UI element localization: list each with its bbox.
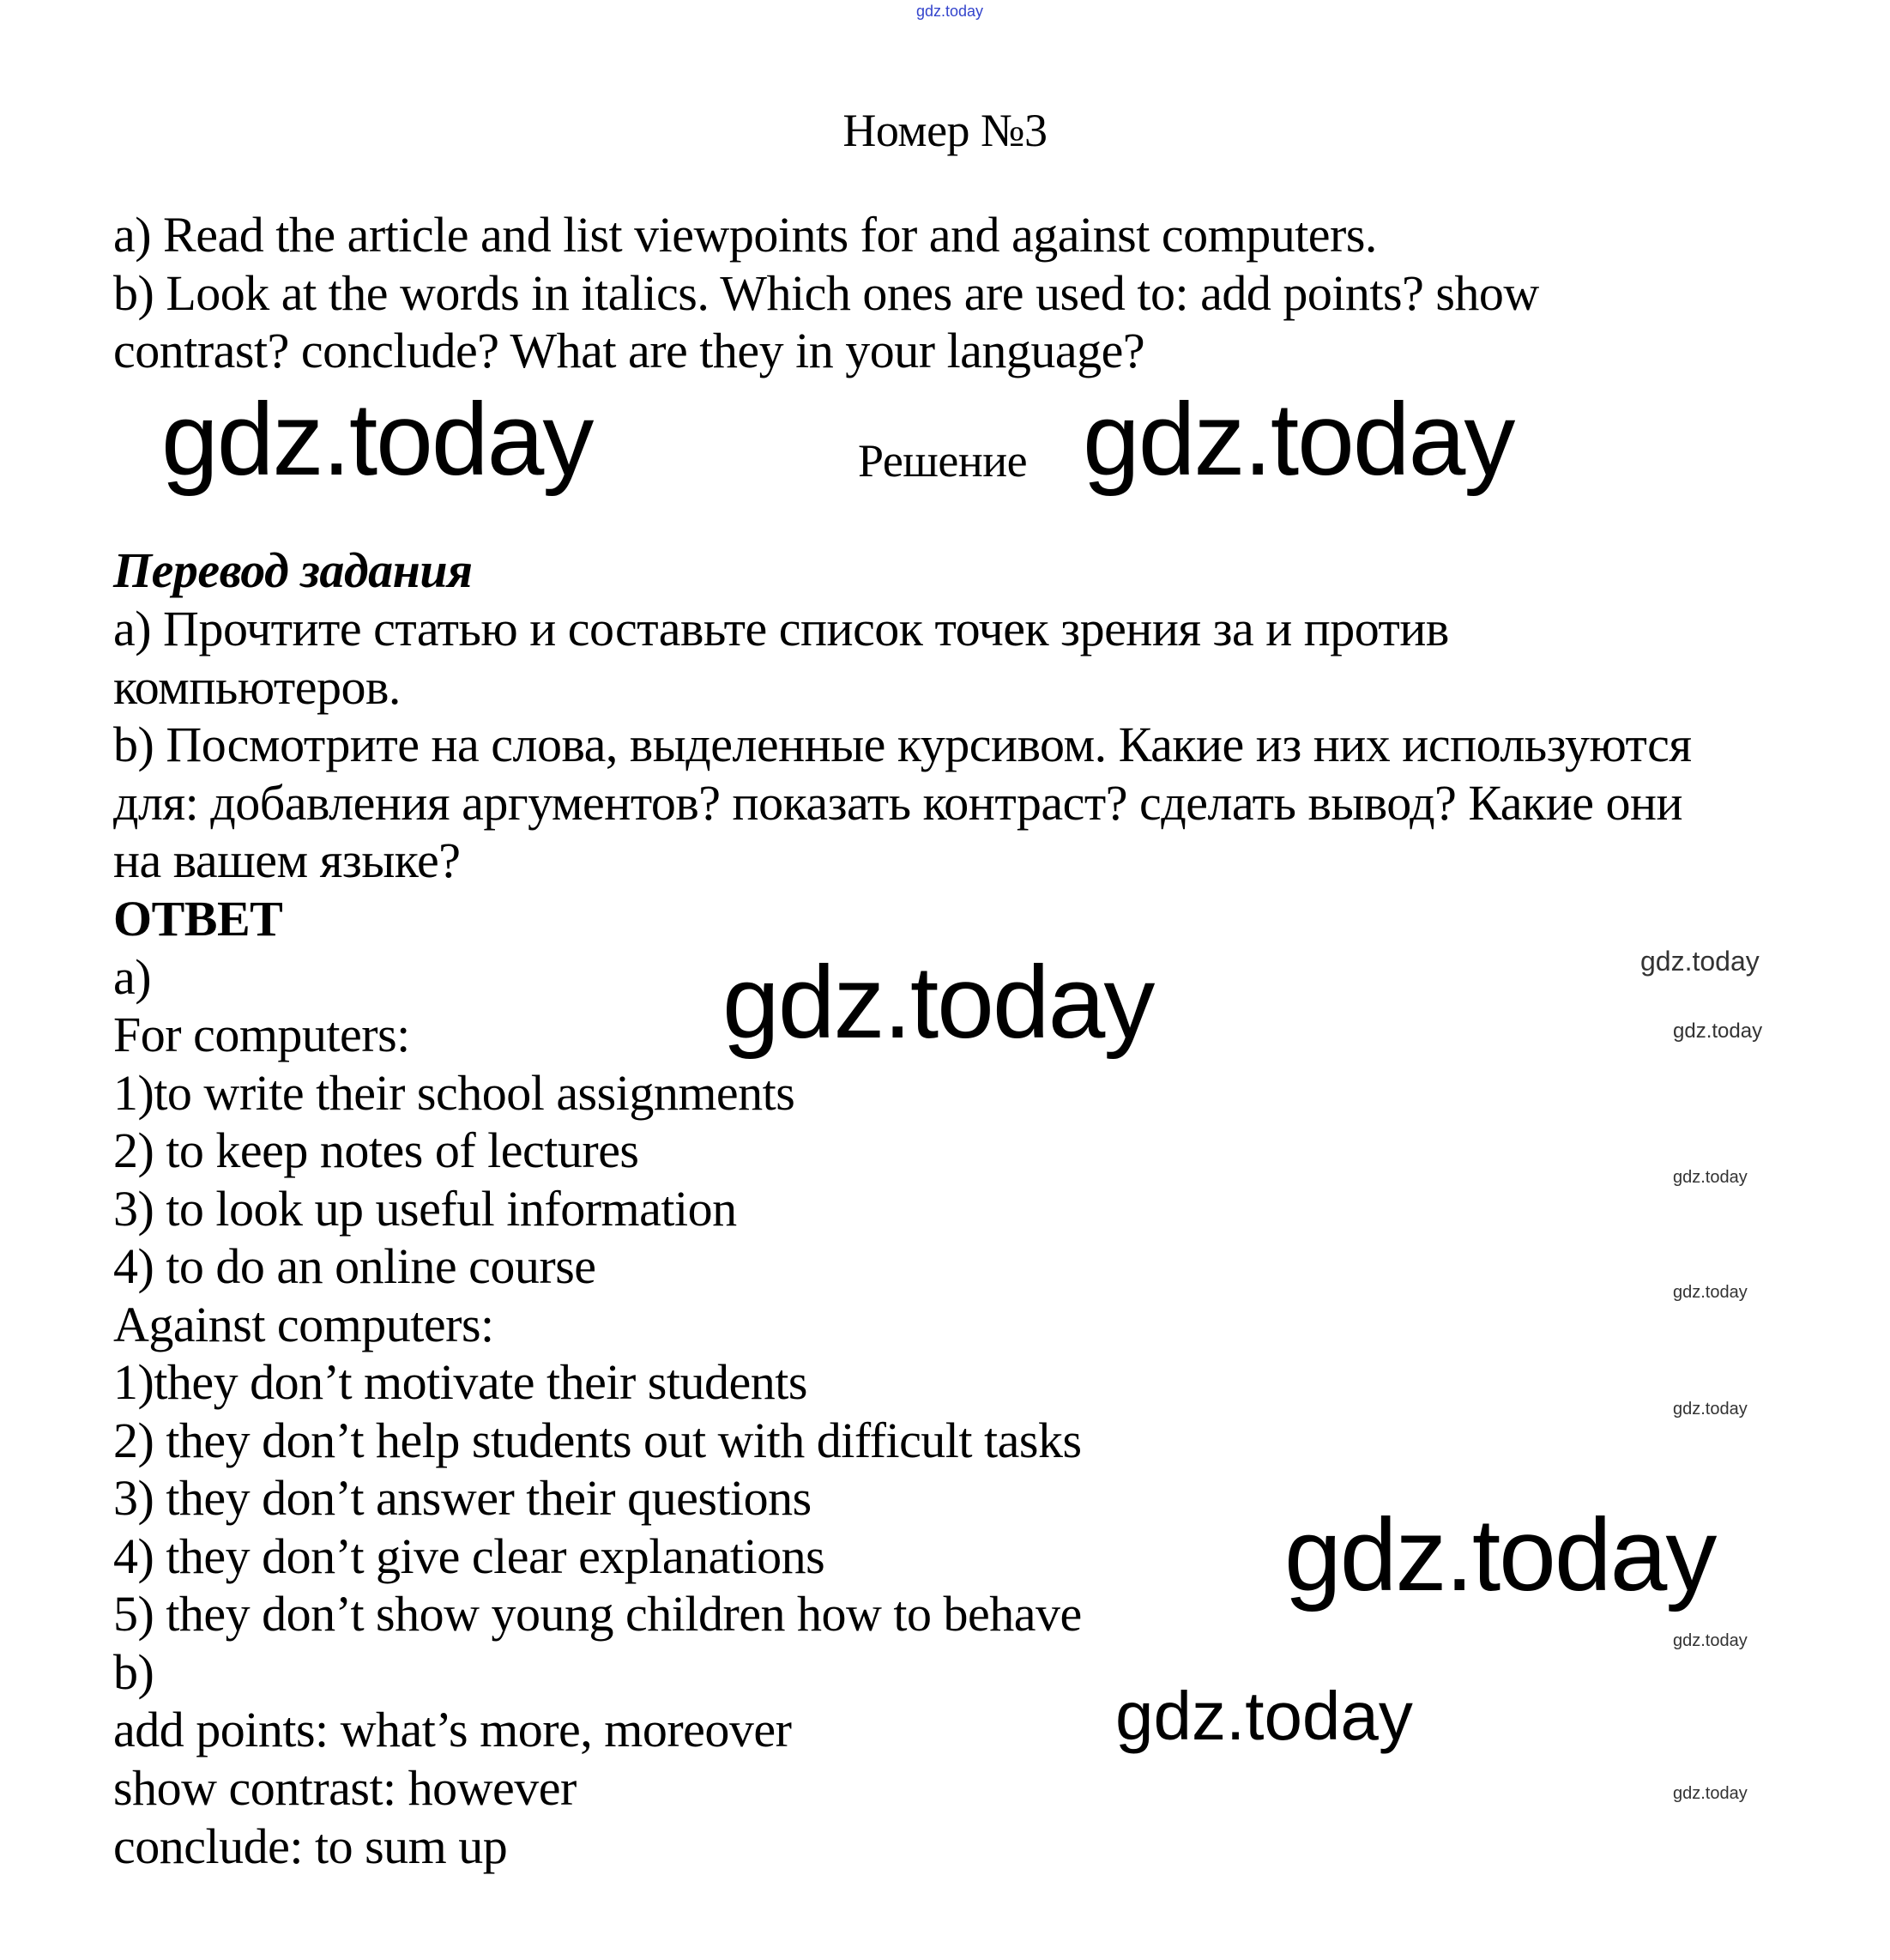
b-item: add points: what’s more, moreover <box>113 1702 792 1757</box>
watermark-small: gdz.today <box>1673 1019 1763 1043</box>
for-item: 3) to look up useful information <box>113 1181 737 1237</box>
against-heading: Against computers: <box>113 1297 494 1352</box>
b-item: conclude: to sum up <box>113 1818 508 1874</box>
against-item: 4) they don’t give clear explanations <box>113 1528 825 1584</box>
solution-label: Решение <box>858 435 1028 487</box>
answer-heading: ОТВЕТ <box>113 891 283 947</box>
answer-b-label: b) <box>113 1644 154 1700</box>
for-item: 4) to do an online course <box>113 1238 596 1294</box>
watermark-small: gdz.today <box>1673 1631 1748 1650</box>
watermark-small: gdz.today <box>1673 1400 1748 1419</box>
against-item: 3) they don’t answer their questions <box>113 1470 812 1526</box>
translation-line: b) Посмотрите на слова, выделенные курсивом. Какие из них используются <box>113 717 1692 772</box>
watermark-small: gdz.today <box>1640 946 1760 977</box>
translation-line: компьютеров. <box>113 659 401 715</box>
translation-line: на вашем языке? <box>113 832 461 888</box>
watermark-medium: gdz.today <box>1115 1678 1413 1754</box>
top-watermark: gdz.today <box>916 3 984 20</box>
against-item: 2) they don’t help students out with difficult tasks <box>113 1413 1082 1468</box>
watermark-small: gdz.today <box>1673 1168 1748 1187</box>
against-item: 5) they don’t show young children how to behave <box>113 1586 1082 1642</box>
watermark-small: gdz.today <box>1673 1784 1748 1803</box>
translation-line: а) Прочтите статью и составьте список точек зрения за и против <box>113 601 1449 656</box>
watermark-large: gdz.today <box>722 945 1154 1060</box>
for-heading: For computers: <box>113 1007 410 1062</box>
against-item: 1)they don’t motivate their students <box>113 1354 807 1410</box>
page-title: Номер №3 <box>842 105 1048 156</box>
task-a: a) Read the article and list viewpoints for and against computers. <box>113 207 1377 263</box>
task-b-line2: contrast? conclude? What are they in your language? <box>113 323 1145 378</box>
for-item: 1)to write their school assignments <box>113 1065 795 1121</box>
answer-a-label: a) <box>113 949 152 1005</box>
b-item: show contrast: however <box>113 1760 577 1816</box>
translation-heading: Перевод задания <box>113 542 473 598</box>
task-b-line1: b) Look at the words in italics. Which ones are used to: add points? show <box>113 265 1539 321</box>
watermark-large: gdz.today <box>161 382 593 497</box>
watermark-large: gdz.today <box>1284 1497 1716 1612</box>
watermark-small: gdz.today <box>1673 1283 1748 1302</box>
watermark-large: gdz.today <box>1083 382 1514 497</box>
for-item: 2) to keep notes of lectures <box>113 1122 639 1178</box>
translation-line: для: добавления аргументов? показать контраст? сделать вывод? Какие они <box>113 775 1683 831</box>
